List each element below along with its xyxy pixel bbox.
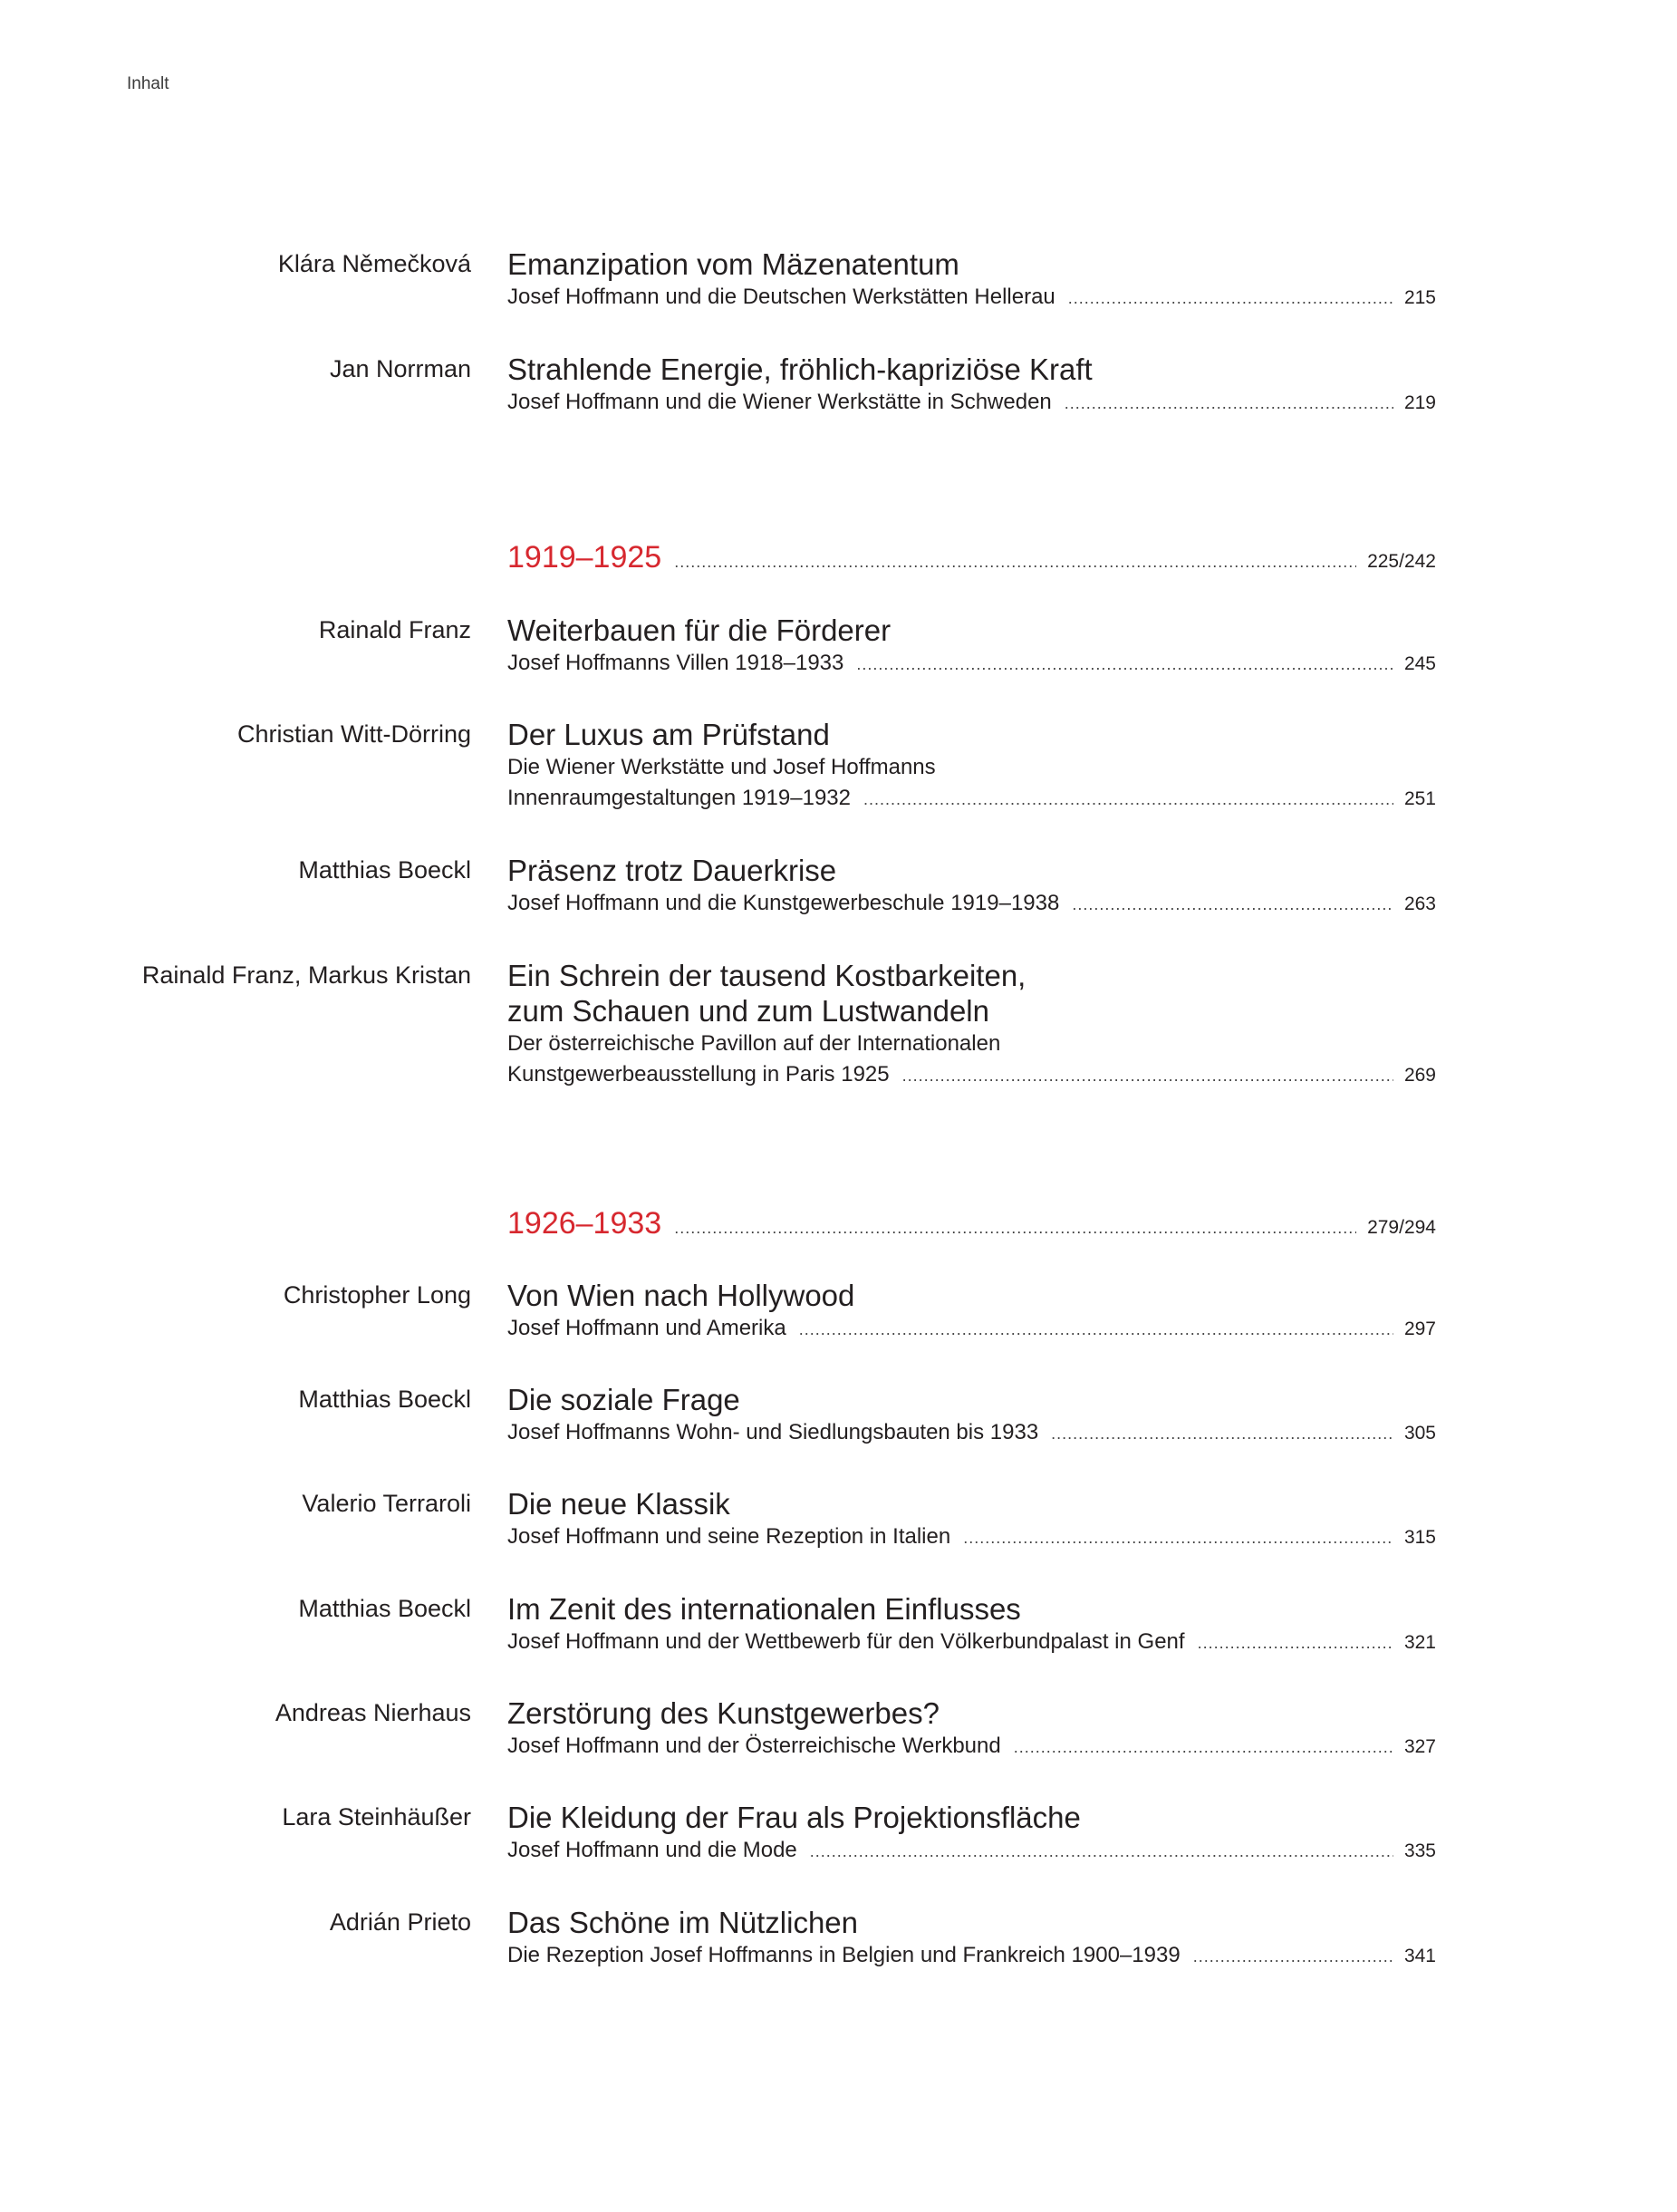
entry-page-number: 251: [1403, 788, 1436, 809]
entry-subtitle: Josef Hoffmann und die Wiener Werkstätte in Schweden: [507, 390, 1052, 414]
entry-author: Christian Witt-Dörring: [236, 720, 471, 748]
entry-page-number: 315: [1403, 1527, 1436, 1548]
section-heading[interactable]: [507, 540, 1436, 575]
entry-page-number: 297: [1403, 1319, 1436, 1339]
dot-leader: [799, 1314, 1393, 1345]
entry-subtitle: Josef Hoffmann und der Österreichische Werkbund: [507, 1734, 1001, 1758]
dot-leader: [1051, 1418, 1393, 1449]
entry-title: Weiterbauen für die Förderer: [507, 613, 892, 647]
dot-leader: [674, 553, 1356, 572]
entry-title-line: zum Schauen und zum Lustwandeln: [507, 994, 989, 1028]
entry-subtitle: Innenraumgestaltungen 1919–1932: [507, 786, 851, 810]
entry-page-number: 269: [1403, 1065, 1436, 1086]
section-title: 1926–1933: [507, 1206, 662, 1241]
entry-page-number: 321: [1403, 1632, 1436, 1653]
entry-title: Die Kleidung der Frau als Projektionsfläche: [507, 1801, 1081, 1834]
entry-author: Jan Norrman: [329, 355, 471, 382]
entry-author: Valerio Terraroli: [302, 1490, 471, 1517]
entry-subtitle: Josef Hoffmann und die Kunstgewerbeschule 1919–1938: [507, 891, 1060, 915]
dot-leader: [963, 1522, 1393, 1553]
entry-author: Matthias Boeckl: [298, 1386, 471, 1413]
dot-leader: [674, 1219, 1356, 1238]
dot-leader: [1198, 1628, 1393, 1658]
entry-page-number: 341: [1403, 1946, 1436, 1966]
entry-page-number: 215: [1403, 287, 1436, 308]
entry-subtitle: Josef Hoffmann und Amerika: [507, 1316, 786, 1340]
entry-author: Christopher Long: [283, 1281, 471, 1309]
entry-subtitle: Josef Hoffmann und die Mode: [507, 1838, 797, 1862]
dot-leader: [1014, 1732, 1393, 1763]
entry-page-number: 263: [1403, 893, 1436, 914]
entry-author: Matthias Boeckl: [298, 1595, 471, 1622]
section-pages: 279/294: [1367, 1217, 1436, 1238]
entry-title: Die neue Klassik: [507, 1487, 730, 1521]
entry-subtitle: Die Rezeption Josef Hoffmanns in Belgien und Frankreich 1900–1939: [507, 1943, 1181, 1967]
dot-leader: [1068, 283, 1393, 314]
section-heading[interactable]: [507, 1206, 1436, 1241]
entry-title: Der Luxus am Prüfstand: [507, 718, 830, 751]
entry-title: Zerstörung des Kunstgewerbes?: [507, 1696, 940, 1730]
dot-leader: [902, 1060, 1393, 1091]
entry-author: Rainald Franz: [318, 616, 471, 643]
dot-leader: [1072, 889, 1393, 920]
entry-subtitle-line: Der österreichische Pavillon auf der Internationalen: [507, 1031, 1001, 1056]
entry-title: Präsenz trotz Dauerkrise: [507, 854, 837, 887]
entry-title: Ein Schrein der tausend Kostbarkeiten,: [507, 959, 1026, 992]
section-title: 1919–1925: [507, 540, 662, 575]
entry-subtitle: Josef Hoffmann und seine Rezeption in Italien: [507, 1524, 951, 1549]
dot-leader: [810, 1836, 1393, 1867]
entry-title: Von Wien nach Hollywood: [507, 1279, 855, 1312]
entry-author: Rainald Franz, Markus Kristan: [141, 961, 471, 989]
entry-title: Das Schöne im Nützlichen: [507, 1906, 859, 1939]
entry-subtitle: Josef Hoffmanns Villen 1918–1933: [507, 651, 844, 675]
dot-leader: [863, 784, 1393, 815]
section-pages: 225/242: [1367, 551, 1436, 572]
entry-author: Klára Němečková: [277, 250, 471, 277]
entry-subtitle: Josef Hoffmanns Wohn- und Siedlungsbauten bis 1933: [507, 1420, 1039, 1444]
entry-page-number: 245: [1403, 653, 1436, 674]
entry-page-number: 327: [1403, 1736, 1436, 1757]
entry-title: Strahlende Energie, fröhlich-kapriziöse Kraft: [507, 353, 1093, 386]
entry-title: Emanzipation vom Mäzenatentum: [507, 247, 959, 281]
entry-page-number: 335: [1403, 1840, 1436, 1861]
entry-subtitle: Josef Hoffmann und die Deutschen Werkstätten Hellerau: [507, 285, 1055, 309]
dot-leader: [1065, 388, 1393, 419]
entry-author: Adrián Prieto: [329, 1908, 471, 1936]
dot-leader: [1193, 1941, 1393, 1972]
entry-page-number: 219: [1403, 392, 1436, 413]
entry-subtitle-line: Die Wiener Werkstätte und Josef Hoffmanns: [507, 755, 936, 779]
entry-title: Im Zenit des internationalen Einflusses: [507, 1592, 1021, 1626]
entry-author: Andreas Nierhaus: [275, 1699, 471, 1726]
entry-author: Matthias Boeckl: [298, 856, 471, 884]
entry-subtitle: Josef Hoffmann und der Wettbewerb für den Völkerbundpalast in Genf: [507, 1629, 1185, 1654]
entry-author: Lara Steinhäußer: [282, 1803, 471, 1830]
dot-leader: [856, 649, 1393, 680]
entry-title: Die soziale Frage: [507, 1383, 740, 1416]
page-header: Inhalt: [127, 74, 169, 93]
entry-subtitle: Kunstgewerbeausstellung in Paris 1925: [507, 1062, 890, 1087]
entry-page-number: 305: [1403, 1423, 1436, 1444]
